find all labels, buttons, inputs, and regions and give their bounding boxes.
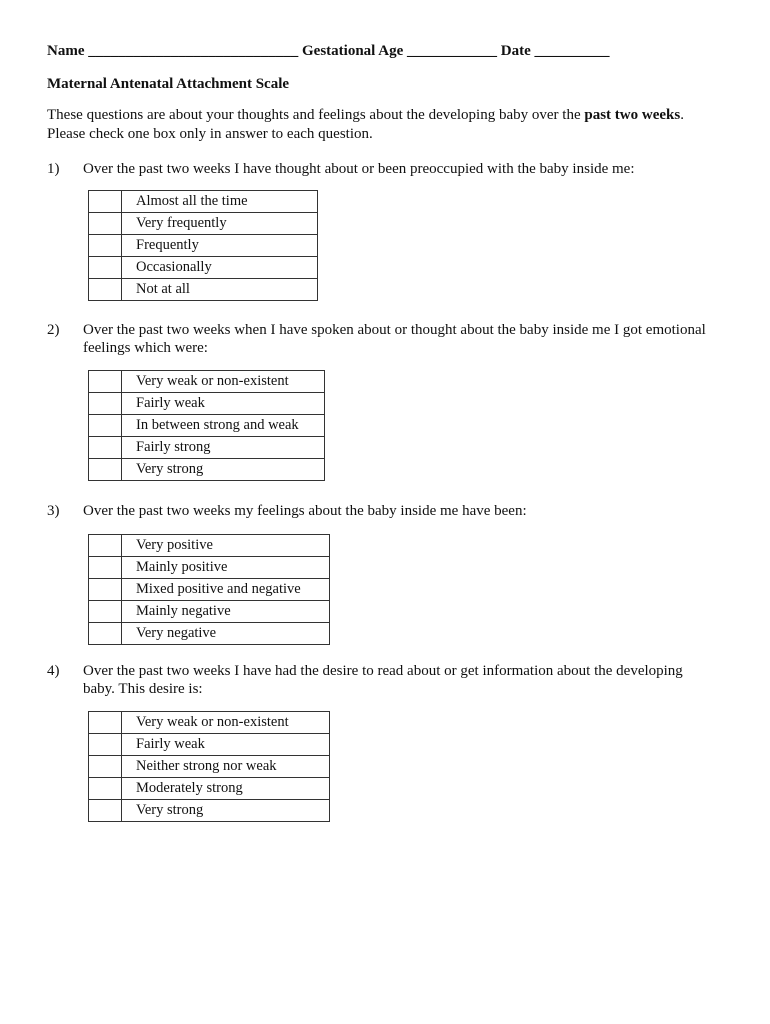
option-row xyxy=(89,557,330,579)
question-text: Over the past two weeks when I have spoken about or thought about the baby inside me I got emotional feelings which were: xyxy=(83,322,706,356)
question-text: Over the past two weeks I have had the desire to read about or get information about the developing baby. This desire is: xyxy=(83,663,683,697)
instructions-emphasis: past two weeks xyxy=(584,107,681,123)
date-field[interactable]: __________ xyxy=(534,43,610,59)
option-label: Frequently xyxy=(122,235,318,257)
option-label: Very negative xyxy=(122,623,330,645)
instructions-period: . xyxy=(680,107,684,123)
question-4 xyxy=(47,662,717,698)
question-number: 4) xyxy=(47,663,60,679)
options-table-2 xyxy=(88,370,325,481)
name-field[interactable]: ____________________________ xyxy=(88,43,299,59)
option-label: Not at all xyxy=(122,279,318,301)
option-row xyxy=(89,623,330,645)
question-text: Over the past two weeks my feelings about the baby inside me have been: xyxy=(83,503,527,519)
form-title: Maternal Antenatal Attachment Scale xyxy=(47,76,290,92)
option-label: Very strong xyxy=(122,800,330,822)
option-label: Very strong xyxy=(122,459,325,481)
option-label: Almost all the time xyxy=(122,191,318,213)
checkbox[interactable] xyxy=(89,393,122,415)
option-label: Mainly negative xyxy=(122,601,330,623)
checkbox[interactable] xyxy=(89,756,122,778)
option-label: Occasionally xyxy=(122,257,318,279)
question-number: 3) xyxy=(47,503,60,519)
checkbox[interactable] xyxy=(89,712,122,734)
option-label: In between strong and weak xyxy=(122,415,325,437)
checkbox[interactable] xyxy=(89,213,122,235)
option-label: Moderately strong xyxy=(122,778,330,800)
checkbox[interactable] xyxy=(89,437,122,459)
checkbox[interactable] xyxy=(89,415,122,437)
option-label: Fairly strong xyxy=(122,437,325,459)
option-row xyxy=(89,257,318,279)
checkbox[interactable] xyxy=(89,623,122,645)
checkbox[interactable] xyxy=(89,557,122,579)
question-1 xyxy=(47,160,717,178)
checkbox[interactable] xyxy=(89,191,122,213)
option-row xyxy=(89,371,325,393)
date-label: Date xyxy=(500,43,531,59)
option-label: Fairly weak xyxy=(122,734,330,756)
instructions-line-2: Please check one box only in answer to each question. xyxy=(47,126,373,142)
checkbox[interactable] xyxy=(89,459,122,481)
option-row xyxy=(89,756,330,778)
option-row xyxy=(89,712,330,734)
gestational-age-field[interactable]: ____________ xyxy=(407,43,497,59)
option-label: Neither strong nor weak xyxy=(122,756,330,778)
gestational-age-label: Gestational Age xyxy=(302,43,404,59)
option-row xyxy=(89,415,325,437)
option-row xyxy=(89,601,330,623)
checkbox[interactable] xyxy=(89,279,122,301)
checkbox[interactable] xyxy=(89,800,122,822)
option-label: Very weak or non-existent xyxy=(122,712,330,734)
option-row xyxy=(89,535,330,557)
options-table-4 xyxy=(88,711,330,822)
checkbox[interactable] xyxy=(89,579,122,601)
option-label: Mainly positive xyxy=(122,557,330,579)
option-label: Very frequently xyxy=(122,213,318,235)
question-number: 2) xyxy=(47,322,60,338)
question-number: 1) xyxy=(47,161,60,177)
checkbox[interactable] xyxy=(89,601,122,623)
instructions-text: These questions are about your thoughts and feelings about the developing baby over the xyxy=(47,107,585,123)
checkbox[interactable] xyxy=(89,371,122,393)
option-row xyxy=(89,235,318,257)
question-3 xyxy=(47,502,717,520)
checkbox[interactable] xyxy=(89,535,122,557)
option-label: Very weak or non-existent xyxy=(122,371,325,393)
question-2 xyxy=(47,321,717,357)
option-label: Very positive xyxy=(122,535,330,557)
checkbox[interactable] xyxy=(89,734,122,756)
checkbox[interactable] xyxy=(89,257,122,279)
option-row xyxy=(89,800,330,822)
option-label: Mixed positive and negative xyxy=(122,579,330,601)
option-row xyxy=(89,191,318,213)
option-row xyxy=(89,393,325,415)
option-row xyxy=(89,279,318,301)
question-text: Over the past two weeks I have thought about or been preoccupied with the baby inside me: xyxy=(83,161,635,177)
option-row xyxy=(89,213,318,235)
option-label: Fairly weak xyxy=(122,393,325,415)
checkbox[interactable] xyxy=(89,778,122,800)
checkbox[interactable] xyxy=(89,235,122,257)
options-table-1 xyxy=(88,190,318,301)
instructions xyxy=(47,106,727,144)
name-label: Name xyxy=(47,43,85,59)
options-table-3 xyxy=(88,534,330,645)
option-row xyxy=(89,579,330,601)
option-row xyxy=(89,437,325,459)
option-row xyxy=(89,778,330,800)
option-row xyxy=(89,734,330,756)
header-fields xyxy=(47,43,610,60)
option-row xyxy=(89,459,325,481)
